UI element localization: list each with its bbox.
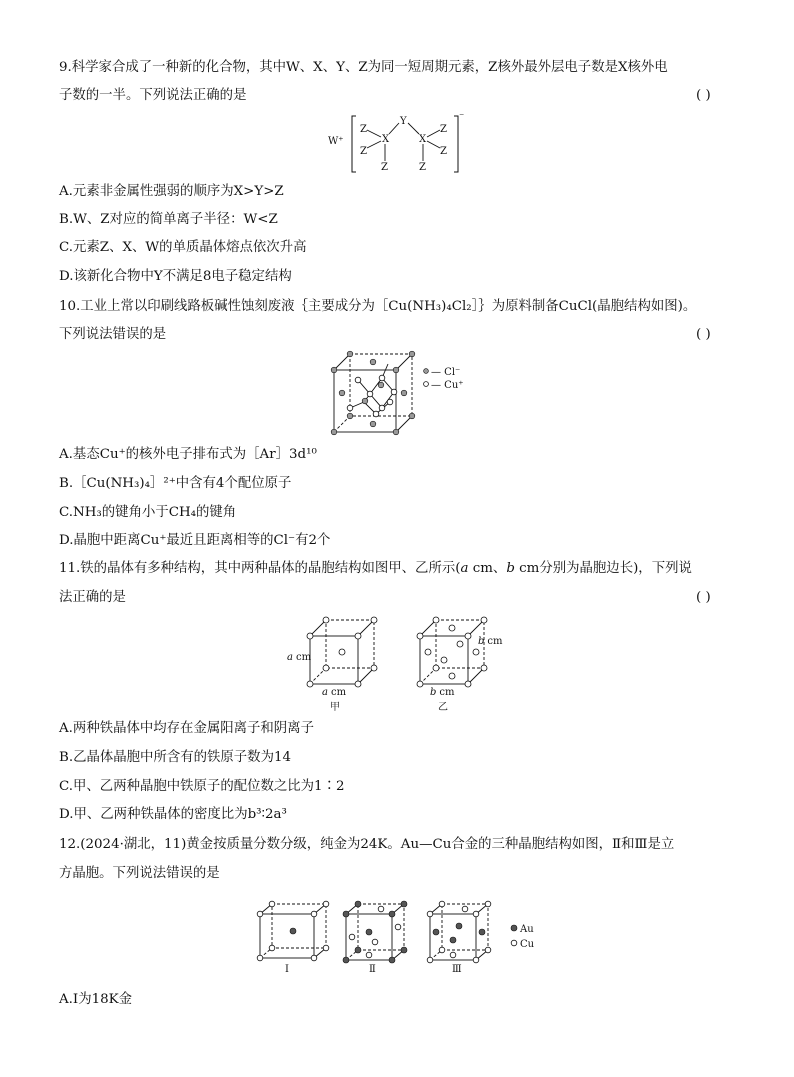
q9-z-atom: Z xyxy=(360,146,367,157)
q9-z-atom: Z xyxy=(381,162,388,173)
q10-legend-cu: — Cu⁺ xyxy=(431,380,464,391)
q11-option-a: A.两种铁晶体中均存在金属阳离子和阴离子 xyxy=(59,721,314,736)
q12-stem-line1: 12.(2024·湖北，11)黄金按质量分数分级，纯金为24K。Au—Cu合金的三种晶胞结构如图，Ⅱ和Ⅲ是立 xyxy=(59,837,675,852)
q12-option-a: A.Ⅰ为18K金 xyxy=(59,992,133,1007)
q9-z-atom: Z xyxy=(440,146,447,157)
q9-stem-line1: 9.科学家合成了一种新的化合物，其中W、X、Y、Z为同一短周期元素，Z核外最外层电子数是X核外电 xyxy=(59,60,668,75)
q9-cation-label: W⁺ xyxy=(328,136,344,147)
q10-option-d: D.晶胞中距离Cu⁺最近且距离相等的Cl⁻有2个 xyxy=(59,533,331,548)
q9-z-atom: Z xyxy=(360,124,367,135)
left-bracket xyxy=(352,116,356,172)
q10-answer-paren: ( ) xyxy=(696,327,711,342)
q11-option-b: B.乙晶体晶胞中所含有的铁原子数为14 xyxy=(59,750,291,765)
q9-option-a: A.元素非金属性强弱的顺序为X>Y>Z xyxy=(59,184,284,199)
q9-option-d: D.该新化合物中Y不满足8电子稳定结构 xyxy=(59,269,292,284)
q9-y-atom: Y xyxy=(400,116,407,127)
q10-cucl-cell-figure xyxy=(330,350,470,436)
q12-label-2: Ⅱ xyxy=(369,964,376,975)
right-bracket xyxy=(454,116,458,172)
legend-cu-marker xyxy=(511,940,517,946)
q9-z-atom: Z xyxy=(419,162,426,173)
q11-option-d: D.甲、乙两种铁晶体的密度比为b³∶2a³ xyxy=(59,807,287,822)
q12-legend-cu: Cu xyxy=(520,939,535,950)
q9-stem-line2: 子数的一半。下列说法正确的是 xyxy=(59,88,247,103)
q12-au-cu-cells-figure xyxy=(252,898,552,976)
q11-answer-paren: ( ) xyxy=(696,590,711,605)
q9-option-c: C.元素Z、X、W的单质晶体熔点依次升高 xyxy=(59,240,307,255)
q10-option-b: B.［Cu(NH₃)₄］²⁺中含有4个配位原子 xyxy=(59,476,292,491)
q9-x-right-atom: X xyxy=(419,134,427,145)
q10-option-c: C.NH₃的键角小于CH₄的键角 xyxy=(59,505,237,520)
q11-label-jia: 甲 xyxy=(330,702,340,713)
q9-answer-paren: ( ) xyxy=(696,88,711,103)
legend-au-marker xyxy=(511,925,517,931)
q12-label-1: Ⅰ xyxy=(285,964,289,975)
q10-stem-line2: 下列说法错误的是 xyxy=(59,327,167,342)
q11-jia-side-label: a cm xyxy=(287,652,312,663)
q12-legend-au: Au xyxy=(520,924,534,935)
q9-option-b: B.W、Z对应的简单离子半径：W<Z xyxy=(59,212,278,227)
q9-z-atom: Z xyxy=(440,124,447,135)
q11-jia-bottom-label: a cm xyxy=(322,687,347,698)
q12-label-3: Ⅲ xyxy=(452,964,462,975)
q10-option-a: A.基态Cu⁺的核外电子排布式为［Ar］3d¹⁰ xyxy=(59,447,317,462)
q11-yi-side-label: b cm xyxy=(478,636,503,647)
legend-cl-marker xyxy=(424,369,429,374)
legend-cu-marker xyxy=(424,382,429,387)
q11-yi-bottom-label: b cm xyxy=(430,687,455,698)
q11-stem-line2: 法正确的是 xyxy=(59,590,126,605)
q9-structure-figure xyxy=(326,110,466,178)
q11-stem-line1: 11.铁的晶体有多种结构，其中两种晶体的晶胞结构如图甲、乙所示(a cm、b cm分别为晶胞边长)，下列说 xyxy=(59,561,692,576)
q10-stem-line1: 10.工业上常以印刷线路板碱性蚀刻废液｛主要成分为［Cu(NH₃)₄Cl₂］｝为原料制备CuCl(晶胞结构如图)。 xyxy=(59,299,697,314)
q12-stem-line2: 方晶胞。下列说法错误的是 xyxy=(59,866,220,881)
q10-legend-cl: — Cl⁻ xyxy=(431,367,461,378)
q11-iron-cells-figure xyxy=(282,614,522,714)
q11-option-c: C.甲、乙两种晶胞中铁原子的配位数之比为1∶2 xyxy=(59,779,345,794)
q9-charge-label: ⁻ xyxy=(459,112,465,123)
q9-x-left-atom: X xyxy=(382,134,390,145)
q11-label-yi: 乙 xyxy=(438,702,448,713)
